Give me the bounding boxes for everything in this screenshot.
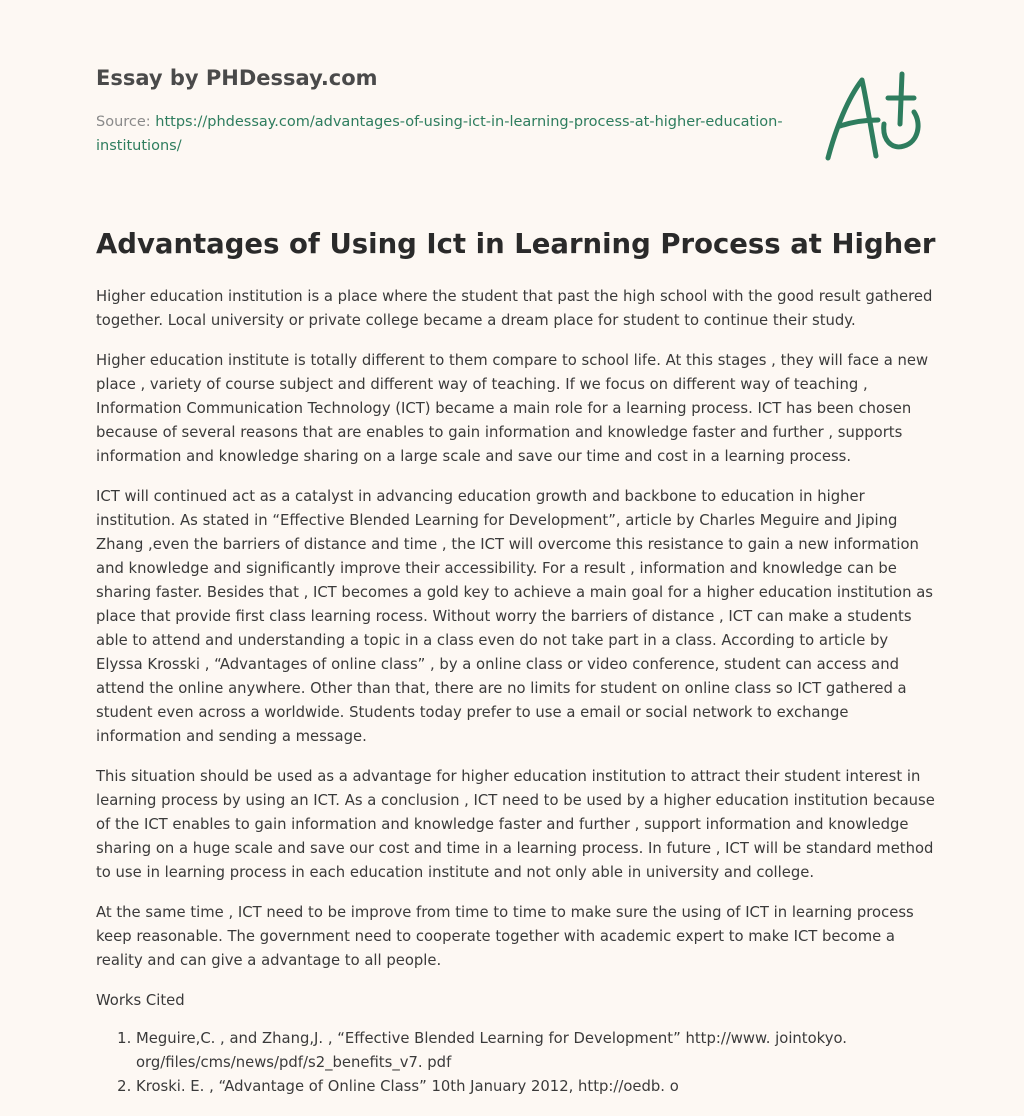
body-paragraph: This situation should be used as a advantage for higher education institution to attract their student interest in learning process by using an ICT. As a conclusion , ICT need to be used by a higher education institution because of the ICT enables to gain information and knowledge faster and further , support information and knowledge sharing on a huge scale and save our cost and time in a learning process. In future , ICT will be standard method to use in learning process in each education institute and not only able in university and college. [96, 768, 935, 881]
essay-body [96, 285, 936, 1099]
body-paragraph: Higher education institute is totally different to them compare to school life. At this stages , they will face a new place , variety of course subject and different way of teaching. If we focus on different way of teaching , Information Communication Technology (ICT) became a main role for a learning process. ICT has been chosen because of several reasons that are enables to gain information and knowledge faster and further , supports information and knowledge sharing on a large scale and save our time and cost in a learning process. [96, 352, 929, 465]
citation-item: 2. Kroski. E. , “Advantage of Online Class” 10th January 2012, http://oedb. o [136, 1075, 936, 1099]
a-plus-grade-icon [818, 68, 934, 168]
source-link[interactable]: https://phdessay.com/advantages-of-using-ict-in-learning-process-at-higher-education-institutions/ [96, 114, 783, 154]
source-line [96, 110, 796, 158]
body-paragraph: At the same time , ICT need to be improve from time to time to make sure the using of ICT in learning process keep reasonable. The government need to cooperate together with academic expert to make ICT become a reality and can give a advantage to all people. [96, 904, 914, 969]
essay-title: Advantages of Using Ict in Learning Process at Higher [96, 228, 936, 260]
body-paragraph: ICT will continued act as a catalyst in advancing education growth and backbone to education in higher institution. As stated in “Effective Blended Learning for Development”, article by Charles Meguire and Jiping Zhang ,even the barriers of distance and time , the ICT will overcome this resistance to gain a new information and knowledge and significantly improve their accessibility. For a result , information and knowledge can be sharing faster. Besides that , ICT becomes a gold key to achieve a main goal for a higher education institution as place that provide first class learning rocess. Without worry the barriers of distance , ICT can make a students able to attend and understanding a topic in a class even do not take part in a class. According to article by Elyssa Krosski , “Advantages of online class” , by a online class or video conference, student can access and attend the online anywhere. Other than that, there are no limits for student on online class so ICT gathered a student even across a worldwide. Students today prefer to use a email or social network to exchange information and sending a message. [96, 488, 933, 745]
citation-item: 1. Meguire,C. , and Zhang,J. , “Effective Blended Learning for Development” http://www. jointokyo. org/files/cms/news/pdf/s2_benefits_v7. pdf [136, 1027, 936, 1075]
source-label: Source: [96, 114, 156, 130]
works-cited-heading: Works Cited [96, 992, 185, 1009]
site-brand: Essay by PHDessay.com [96, 66, 378, 90]
essay-header [96, 62, 796, 158]
citation-list [96, 1027, 936, 1099]
body-paragraph: Higher education institution is a place where the student that past the high school with the good result gathered together. Local university or private college became a dream place for student to continue their study. [96, 288, 933, 329]
